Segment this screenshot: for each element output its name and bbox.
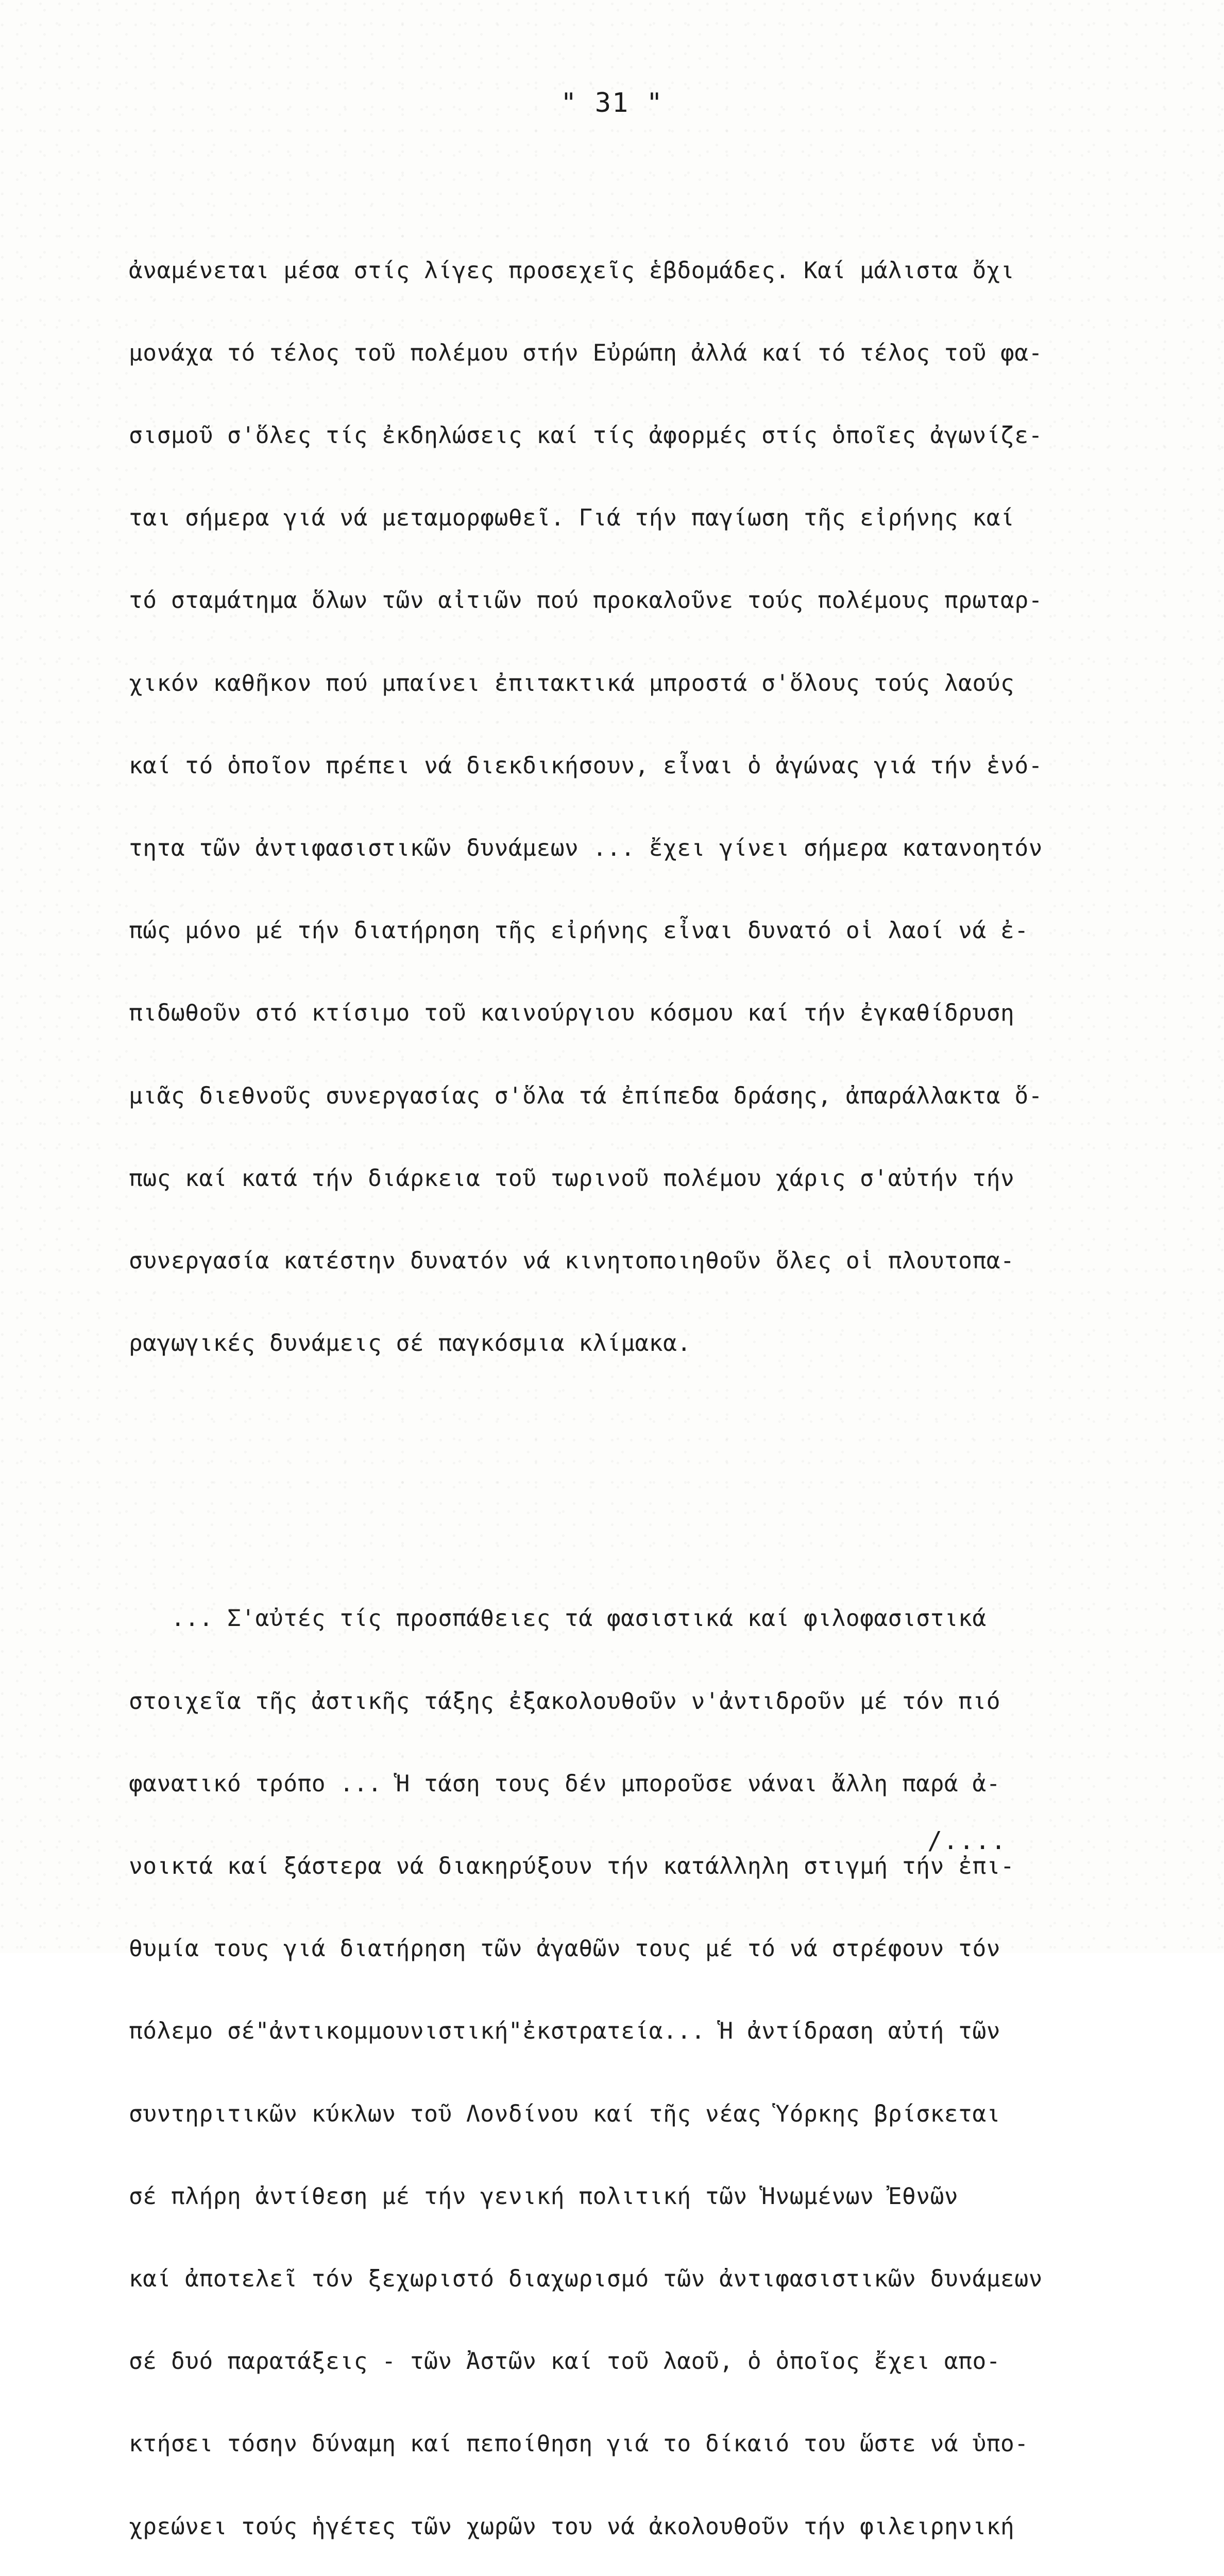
text-line: συνεργασία κατέστην δυνατόν νά κινητοποιηθοῦν ὅλες οἱ πλουτοπα- [129, 1248, 1015, 1275]
text-line: πόλεμο σέ"ἀντικομμουνιστική"ἐκστρατεία... Ἡ ἀντίδραση αὐτή τῶν [129, 2018, 1001, 2045]
text-line: συντηριτικῶν κύκλων τοῦ Λονδίνου καί τῆς νέας Ὑόρκης βρίσκεται [129, 2100, 1001, 2127]
text-line: χικόν καθῆκον πού μπαίνει ἐπιτακτικά μπροστά σ'ὅλους τούς λαούς [129, 670, 1015, 697]
text-line: στοιχεῖα τῆς ἀστικῆς τάξης ἐξακολουθοῦν ν'ἀντιδροῦν μέ τόν πιό [129, 1688, 1001, 1715]
text-line: πιδωθοῦν στό κτίσιμο τοῦ καινούργιου κόσμου καί τήν ἐγκαθίδρυση [129, 1000, 1015, 1027]
text-line: πώς μόνο μέ τήν διατήρηση τῆς εἰρήνης εἶναι δυνατό οἱ λαοί νά ἐ- [129, 918, 1029, 944]
text-line: κτήσει τόσην δύναμη καί πεποίθηση γιά το δίκαιό του ὥστε νά ὑπο- [129, 2431, 1029, 2458]
text-line: μονάχα τό τέλος τοῦ πολέμου στήν Εὐρώπη ἀλλά καί τό τέλος τοῦ φα- [129, 340, 1043, 366]
blank-line [129, 1467, 1159, 1495]
text-line: θυμία τους γιά διατήρηση τῶν ἀγαθῶν τους μέ τό νά στρέφουν τόν [129, 1936, 1001, 1962]
text-line: σέ δυό παρατάξεις - τῶν Ἀστῶν καί τοῦ λαοῦ, ὁ ὁποῖος ἔχει απο- [129, 2348, 1001, 2375]
text-line: ἀναμένεται μέσα στίς λίγες προσεχεῖς ἑβδομάδες. Καί μάλιστα ὄχι [129, 257, 1015, 284]
document-body [129, 147, 1159, 2576]
text-line: νοικτά καί ξάστερα νά διακηρύξουν τήν κατάλληλη στιγμή τήν ἐπι- [129, 1853, 1015, 1879]
text-line: πως καί κατά τήν διάρκεια τοῦ τωρινοῦ πολέμου χάρις σ'αὐτήν τήν [129, 1165, 1015, 1192]
continuation-mark: /.... [927, 1826, 1007, 1855]
text-line: σισμοῦ σ'ὅλες τίς ἐκδηλώσεις καί τίς ἀφορμές στίς ὁποῖες ἀγωνίζε- [129, 422, 1043, 449]
page-number: " 31 " [560, 88, 664, 118]
text-line: τητα τῶν ἀντιφασιστικῶν δυνάμεων ... ἔχει γίνει σήμερα κατανοητόν [129, 835, 1043, 862]
text-line: καί ἀποτελεῖ τόν ξεχωριστό διαχωρισμό τῶν ἀντιφασιστικῶν δυνάμεων [129, 2265, 1043, 2292]
text-line: χρεώνει τούς ἡγέτες τῶν χωρῶν του νά ἀκολουθοῦν τήν φιλειρηνική [129, 2513, 1015, 2540]
text-line: μιᾶς διεθνοῦς συνεργασίας σ'ὅλα τά ἐπίπεδα δράσης, ἀπαράλλακτα ὅ- [129, 1082, 1043, 1109]
text-line: ραγωγικές δυνάμεις σέ παγκόσμια κλίμακα. [129, 1330, 691, 1357]
paragraph [129, 1550, 1159, 2576]
text-line: φανατικό τρόπο ... Ἡ τάση τους δέν μποροῦσε νάναι ἄλλη παρά ἀ- [129, 1770, 1001, 1797]
text-line: καί τό ὁποῖον πρέπει νά διεκδικήσουν, εἶναι ὁ ἀγώνας γιά τήν ἑνό- [129, 752, 1043, 779]
text-line: σέ πλήρη ἀντίθεση μέ τήν γενική πολιτική τῶν Ἡνωμένων Ἐθνῶν [129, 2183, 959, 2210]
paragraph [129, 202, 1159, 1413]
text-line: ... Σ'αὐτές τίς προσπάθειες τά φασιστικά καί φιλοφασιστικά [129, 1605, 987, 1632]
text-line: τό σταμάτημα ὅλων τῶν αἰτιῶν πού προκαλοῦνε τούς πολέμους πρωταρ- [129, 587, 1043, 614]
text-line: ται σήμερα γιά νά μεταμορφωθεῖ. Γιά τήν παγίωση τῆς εἰρήνης καί [129, 505, 1015, 532]
